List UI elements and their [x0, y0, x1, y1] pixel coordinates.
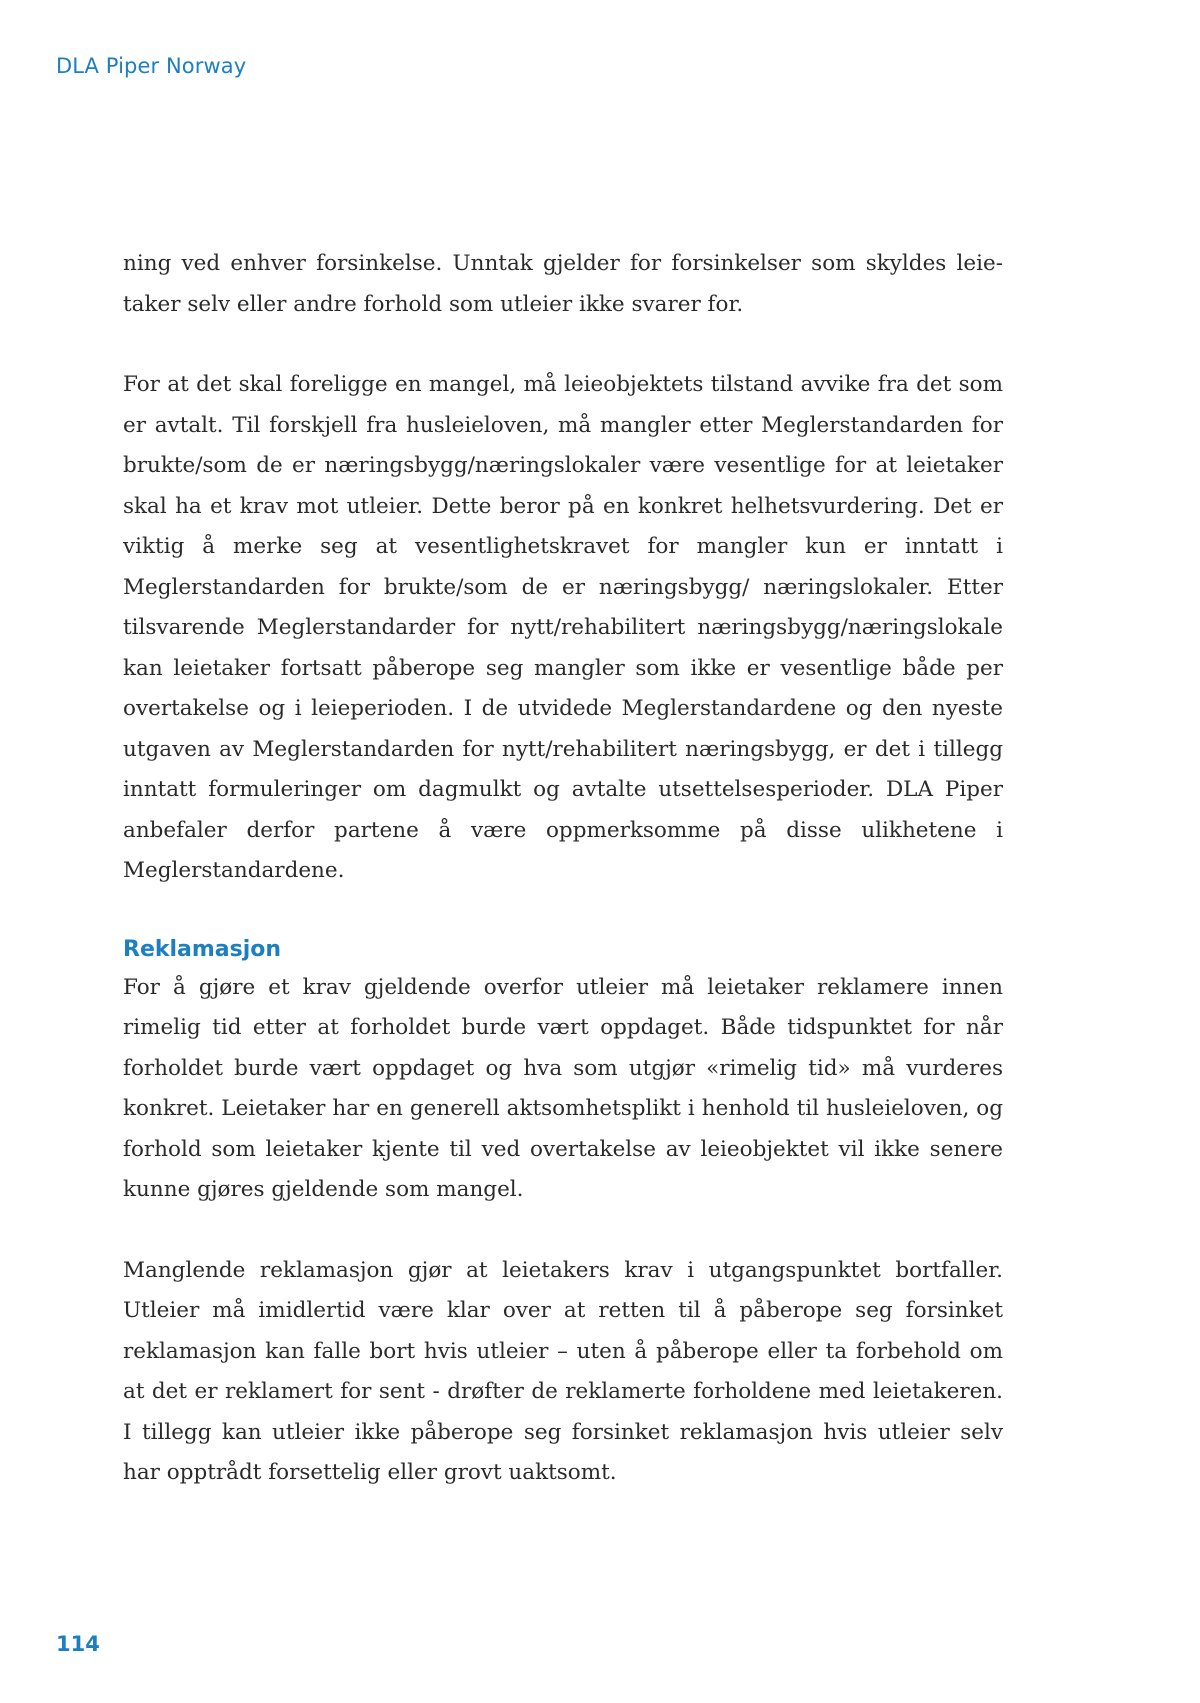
- page-number: 114: [56, 1632, 100, 1656]
- body-paragraph: For at det skal foreligge en mangel, må leieobjektets tilstand avvike fra det som er avtalt. Til forskjell fra husleieloven, må mangler etter Meglerstandarden for brukte/som de er næringsbygg/næringslokaler være vesentlige for at leietaker skal ha et krav mot utleier. Dette beror på en konkret helhetsvurdering. Det er viktig å merke seg at vesentlighetskravet for mangler kun er inntatt i Meglerstandarden for brukte/som de er næringsbygg/ næringslokaler. Etter tilsvarende Meglerstandarder for nytt/rehabilitert næringsbygg/næringslokale kan leietaker fortsatt påberope seg mangler som ikke er vesentlige både per overtakelse og i leieperioden. I de utvidede Meglerstandardene og den nyeste utgaven av Meglerstandarden for nytt/rehabilitert næringsbygg, er det i tillegg inntatt formuleringer om dagmulkt og avtalte utsettelsesperioder. DLA Piper anbefaler derfor partene å være oppmerksomme på disse ulikhetene i Meglerstandardene.: [123, 372, 1003, 883]
- running-header-title: DLA Piper Norway: [56, 54, 247, 78]
- body-paragraph: For å gjøre et krav gjeldende overfor utleier må leietaker reklamere innen rimelig tid etter at forholdet burde vært oppdaget. Både tidspunktet for når forholdet burde vært oppdaget og hva som utgjør «rimelig tid» må vurderes konkret. Leietaker har en generell aktsomhetsplikt i henhold til husleieloven, og forhold som leietaker kjente til ved overtakelse av leieobjektet vil ikke senere kunne gjøres gjeldende som mangel.: [123, 974, 1003, 1202]
- section-heading-reklamasjon: Reklamasjon: [123, 936, 282, 962]
- document-body: [123, 244, 1003, 1494]
- body-paragraph: Manglende reklamasjon gjør at leietakers krav i utgangspunktet bortfaller. Utleier må imidlertid være klar over at retten til å påberope seg forsinket reklamasjon kan falle bort hvis utleier – uten å påberope eller ta forbehold om at det er reklamert for sent - drøfter de reklamerte forholdene med leietakeren. I tillegg kan utleier ikke påberope seg forsinket reklamasjon hvis utleier selv har opptrådt forsettelig eller grovt uaktsomt.: [123, 1257, 1003, 1485]
- body-paragraph: ning ved enhver forsinkelse. Unntak gjelder for forsinkelser som skyldes leietaker selv eller andre forhold som utleier ikke svarer for.: [123, 251, 1003, 317]
